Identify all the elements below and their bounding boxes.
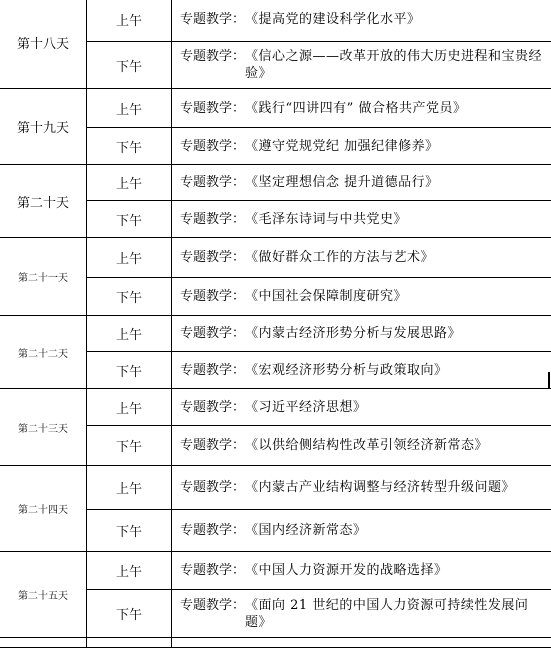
session-time: 上午: [87, 389, 172, 426]
topic-prefix: 专题教学：: [180, 11, 246, 27]
topic-prefix: 专题教学：: [180, 49, 246, 64]
topic-prefix: 专题教学：: [180, 138, 246, 154]
topic-title: 《国内经济新常态》: [245, 523, 367, 538]
day-label: 第二十一天: [0, 238, 87, 316]
session-time: 上午: [87, 316, 172, 352]
table-row: [0, 316, 551, 352]
session-topic: [172, 426, 551, 466]
session-time: 上午: [87, 552, 172, 590]
session-topic: [172, 238, 551, 278]
table-row: [0, 466, 551, 510]
topic-prefix: 专题教学：: [180, 438, 246, 453]
day-label: 第二十五天: [0, 552, 87, 638]
day-label: 第十九天: [0, 89, 87, 165]
session-topic: [172, 590, 551, 638]
topic-title: 《做好群众工作的方法与艺术》: [245, 250, 435, 265]
topic-prefix: 专题教学：: [180, 480, 246, 495]
table-row: [0, 89, 551, 128]
topic-title: 《内蒙古经济形势分析与发展思路》: [245, 326, 462, 341]
session-topic: [172, 165, 551, 201]
topic-title: 《践行“四讲四有” 做合格共产党员》: [245, 100, 467, 116]
session-topic: [172, 278, 551, 316]
topic-title: 《内蒙古产业结构调整与经济转型升级问题》: [245, 480, 516, 495]
table-row: [0, 238, 551, 278]
topic-title: 《习近平经济思想》: [245, 399, 367, 415]
table-row: [0, 0, 551, 42]
day-label: 第二十二天: [0, 316, 87, 389]
topic-title: 《信心之源——改革开放的伟大历史进程和宝贵经验》: [245, 49, 543, 81]
session-topic: [172, 316, 551, 352]
session-topic: [172, 42, 551, 89]
topic-prefix: 专题教学：: [180, 289, 246, 304]
topic-prefix: 专题教学：: [180, 597, 246, 613]
session-time: 下午: [87, 352, 172, 389]
topic-prefix: 专题教学：: [180, 100, 246, 116]
topic-title: 《宏观经济形势分析与政策取向》: [245, 362, 448, 378]
topic-title: 《中国社会保障制度研究》: [245, 289, 408, 304]
topic-prefix: 专题教学：: [180, 362, 246, 378]
topic-title: 《提高党的建设科学化水平》: [245, 11, 421, 27]
topic-prefix: 专题教学：: [180, 523, 246, 538]
session-time: 下午: [87, 128, 172, 165]
session-time: 下午: [87, 590, 172, 638]
session-time: 上午: [87, 238, 172, 278]
session-topic: [172, 201, 551, 238]
table-row: [0, 638, 551, 648]
empty-cell: [87, 638, 172, 648]
topic-title: 《面向 21 世纪的中国人力资源可持续性发展问题》: [245, 597, 529, 630]
session-time: 上午: [87, 165, 172, 201]
empty-cell: [0, 638, 87, 648]
table-row: [0, 165, 551, 201]
empty-cell: [172, 638, 551, 648]
session-topic: [172, 466, 551, 510]
session-time: 上午: [87, 466, 172, 510]
day-label: 第二十三天: [0, 389, 87, 466]
topic-title: 《遵守党规党纪 加强纪律修养》: [245, 138, 439, 154]
topic-prefix: 专题教学：: [180, 399, 246, 415]
topic-prefix: 专题教学：: [180, 175, 246, 190]
day-label: 第二十四天: [0, 466, 87, 552]
table-row: [0, 389, 551, 426]
table-row: [0, 552, 551, 590]
session-topic: [172, 89, 551, 128]
session-topic: [172, 128, 551, 165]
day-label: 第二十天: [0, 165, 87, 238]
session-topic: [172, 389, 551, 426]
topic-prefix: 专题教学：: [180, 563, 246, 578]
session-time: 下午: [87, 426, 172, 466]
session-time: 下午: [87, 510, 172, 552]
session-topic: [172, 510, 551, 552]
topic-title: 《以供给侧结构性改革引领经济新常态》: [245, 438, 489, 453]
day-label: 第十八天: [0, 0, 87, 89]
session-time: 上午: [87, 89, 172, 128]
topic-prefix: 专题教学：: [180, 250, 246, 265]
session-time: 上午: [87, 0, 172, 42]
session-topic: [172, 352, 551, 389]
edge-marker: [548, 372, 550, 388]
topic-title: 《坚定理想信念 提升道德品行》: [245, 175, 439, 190]
session-time: 下午: [87, 278, 172, 316]
topic-title: 《毛泽东诗词与中共党史》: [245, 211, 408, 227]
session-topic: [172, 552, 551, 590]
session-time: 下午: [87, 201, 172, 238]
topic-prefix: 专题教学：: [180, 211, 246, 227]
topic-title: 《中国人力资源开发的战略选择》: [245, 563, 448, 578]
topic-prefix: 专题教学：: [180, 326, 246, 341]
session-topic: [172, 0, 551, 42]
session-time: 下午: [87, 42, 172, 89]
